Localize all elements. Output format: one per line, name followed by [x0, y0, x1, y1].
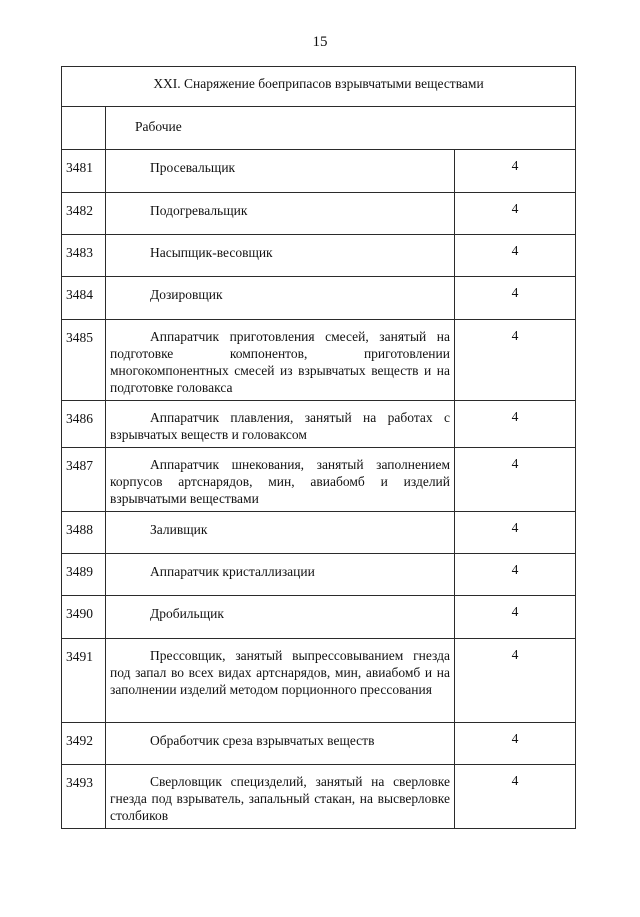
table-row: [62, 554, 576, 596]
row-name: Сверловщик специзделий, занятый на сверловке гнезда под взрыватель, запальный стакан, на высверловке столбиков: [106, 765, 455, 829]
group-code-cell: [62, 107, 106, 150]
section-title: XXI. Снаряжение боеприпасов взрывчатыми веществами: [62, 67, 576, 107]
row-code: 3493: [62, 765, 106, 829]
table-row: [62, 448, 576, 512]
row-code: 3490: [62, 596, 106, 639]
row-name: Аппаратчик кристаллизации: [106, 554, 455, 596]
table-row: [62, 277, 576, 320]
row-name: Обработчик среза взрывчатых веществ: [106, 723, 455, 765]
row-code: 3483: [62, 235, 106, 277]
row-list: 4: [455, 512, 576, 554]
page-number: 15: [312, 34, 328, 50]
row-name: Аппаратчик шнекования, занятый заполнением корпусов артснарядов, мин, авиабомб и изделий взрывчатыми веществами: [106, 448, 455, 512]
row-name: Заливщик: [106, 512, 455, 554]
row-name: Просевальщик: [106, 150, 455, 193]
row-code: 3486: [62, 401, 106, 448]
row-name: Дозировщик: [106, 277, 455, 320]
row-list: 4: [455, 723, 576, 765]
row-code: 3482: [62, 193, 106, 235]
row-code: 3488: [62, 512, 106, 554]
group-title: Рабочие: [106, 107, 576, 150]
table-row: [62, 723, 576, 765]
row-name: Аппаратчик плавления, занятый на работах с взрывчатых веществ и головаксом: [106, 401, 455, 448]
table-row: [62, 512, 576, 554]
row-code: 3481: [62, 150, 106, 193]
section-header-row: [62, 67, 576, 107]
row-name: Аппаратчик приготовления смесей, занятый на подготовке компонентов, приготовлении многокомпонентных смесей из взрывчатых веществ и на подготовке головакса: [106, 320, 455, 401]
row-list: 4: [455, 277, 576, 320]
row-name: Дробильщик: [106, 596, 455, 639]
row-code: 3489: [62, 554, 106, 596]
row-list: 4: [455, 150, 576, 193]
row-code: 3491: [62, 639, 106, 723]
row-code: 3485: [62, 320, 106, 401]
row-name: Подогревальщик: [106, 193, 455, 235]
table-row: [62, 639, 576, 723]
row-list: 4: [455, 401, 576, 448]
row-list: 4: [455, 596, 576, 639]
row-code: 3487: [62, 448, 106, 512]
row-list: 4: [455, 765, 576, 829]
row-code: 3484: [62, 277, 106, 320]
table-row: [62, 401, 576, 448]
row-code: 3492: [62, 723, 106, 765]
table-row: [62, 765, 576, 829]
group-header-row: [62, 107, 576, 150]
row-list: 4: [455, 554, 576, 596]
row-name: Прессовщик, занятый выпрессовыванием гнезда под запал во всех видах артснарядов, мин, авиабомб и на заполнении изделий методом порционного прессования: [106, 639, 455, 723]
table-row: [62, 193, 576, 235]
table-row: [62, 596, 576, 639]
row-list: 4: [455, 193, 576, 235]
row-list: 4: [455, 639, 576, 723]
row-list: 4: [455, 448, 576, 512]
table-row: [62, 150, 576, 193]
row-list: 4: [455, 235, 576, 277]
professions-table: [61, 66, 576, 829]
table-row: [62, 320, 576, 401]
row-name: Насыпщик-весовщик: [106, 235, 455, 277]
table-row: [62, 235, 576, 277]
row-list: 4: [455, 320, 576, 401]
